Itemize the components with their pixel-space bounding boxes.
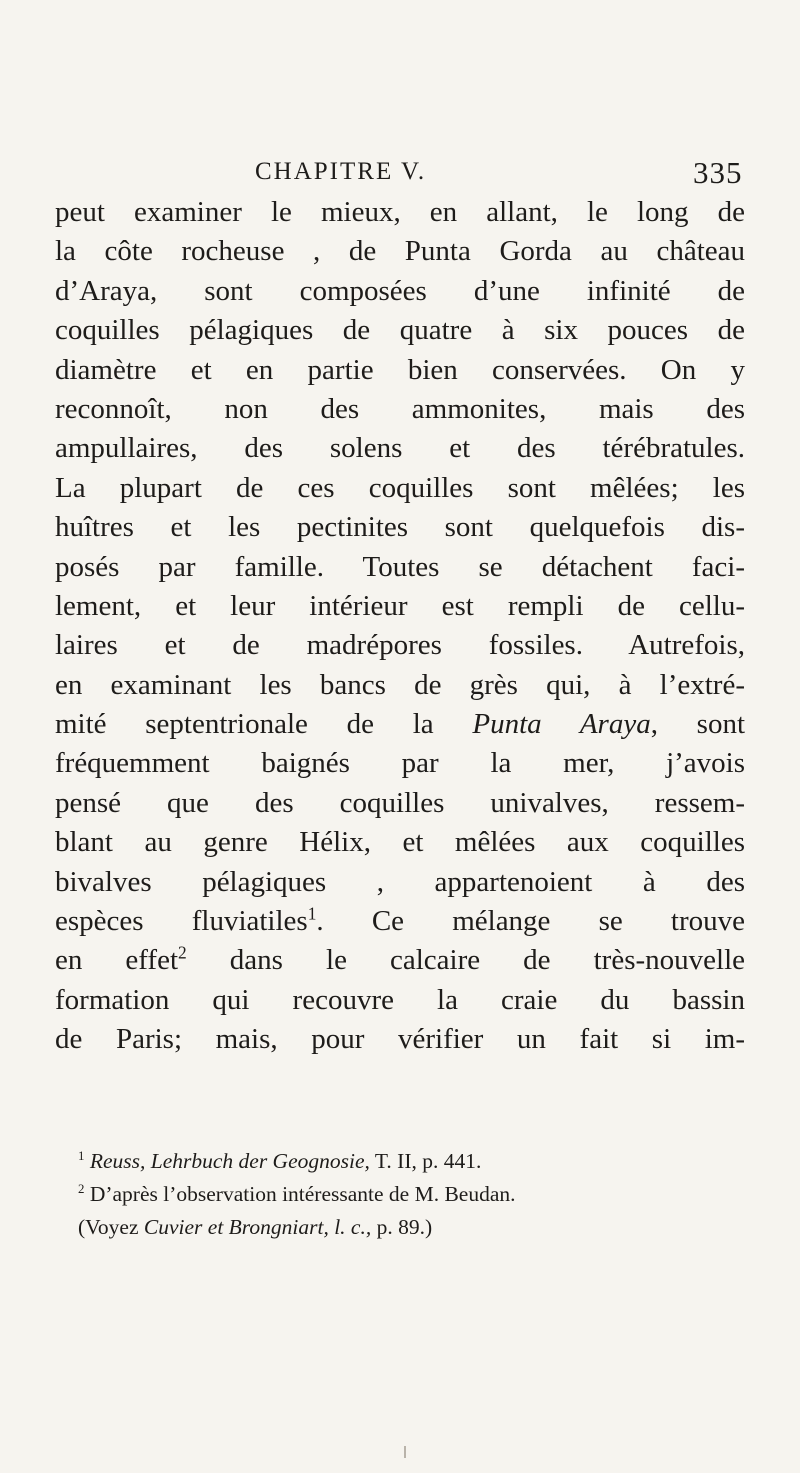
footnote-text: p. 89.) — [371, 1215, 433, 1239]
footnote-citation: Cuvier et Brongniart, l. c., — [143, 1215, 372, 1239]
footnote-text: D’après l’observation intéressante de M. Beudan. — [84, 1182, 516, 1206]
text-line: diamètre et en partie bien conservées. On y — [55, 353, 745, 386]
text-line: huîtres et les pectinites sont quelquefois dis- — [55, 511, 745, 544]
running-head: CHAPITRE V. — [255, 158, 427, 185]
text-line: blant au genre Hélix, et mêlées aux coquilles — [55, 826, 745, 859]
footnote-ref-2[interactable]: 2 — [178, 942, 187, 963]
text-line: peut examiner le mieux, en allant, le long de — [55, 196, 745, 228]
text-line: pensé que des coquilles univalves, ressem- — [55, 786, 745, 819]
footnote-2 — [78, 1178, 758, 1211]
text-segment: mité septentrionale de la — [55, 708, 434, 741]
text-segment: . Ce mélange se trouve — [316, 905, 746, 938]
text-line: formation qui recouvre la craie du bassin — [55, 983, 745, 1016]
footnote-text: (Voyez — [78, 1215, 144, 1239]
page-number: 335 — [693, 155, 743, 190]
text-line-with-italic — [55, 705, 745, 744]
text-segment: en effet — [55, 944, 179, 977]
text-line: ampullaires, des solens et des térébratules. — [55, 432, 745, 465]
footnote-2-continued — [78, 1211, 758, 1244]
footnote-ref-1[interactable]: 1 — [307, 903, 317, 924]
print-speck — [404, 1446, 406, 1458]
text-segment: dans le calcaire de très-nouvelle — [186, 944, 745, 977]
text-line: posés par famille. Toutes se détachent faci- — [55, 550, 745, 583]
text-line: reconnoît, non des ammonites, mais des — [55, 392, 745, 425]
footnote-citation: Reuss, Lehrbuch der Geognosie, — [89, 1149, 370, 1173]
text-line: d’Araya, sont composées d’une infinité de — [55, 274, 745, 307]
text-line-with-footnote-ref — [55, 941, 745, 980]
text-line: fréquemment baignés par la mer, j’avois — [55, 747, 745, 780]
text-line: la côte rocheuse , de Punta Gorda au château — [55, 235, 745, 268]
text-segment: , sont — [650, 708, 746, 741]
text-line-with-footnote-ref — [55, 902, 745, 941]
text-line: en examinant les bancs de grès qui, à l’extré- — [55, 668, 745, 701]
text-line: coquilles pélagiques de quatre à six pouces de — [55, 314, 745, 347]
text-segment: espèces fluviatiles — [55, 905, 308, 938]
body-text — [55, 193, 745, 1060]
footnote-marker-1: 1 — [78, 1148, 85, 1163]
text-line: lement, et leur intérieur est rempli de cellu- — [55, 589, 745, 622]
footnote-1 — [78, 1145, 758, 1178]
footnotes — [78, 1145, 758, 1244]
text-line: bivalves pélagiques , appartenoient à des — [55, 865, 745, 898]
footnote-text: T. II, p. 441. — [369, 1149, 482, 1173]
footnote-marker-2: 2 — [78, 1181, 85, 1196]
text-line: de Paris; mais, pour vérifier un fait si im- — [55, 1023, 745, 1056]
italic-place-name: Punta Araya — [472, 708, 651, 741]
text-line: laires et de madrépores fossiles. Autrefois, — [55, 629, 745, 662]
text-line: La plupart de ces coquilles sont mêlées; les — [55, 471, 745, 504]
